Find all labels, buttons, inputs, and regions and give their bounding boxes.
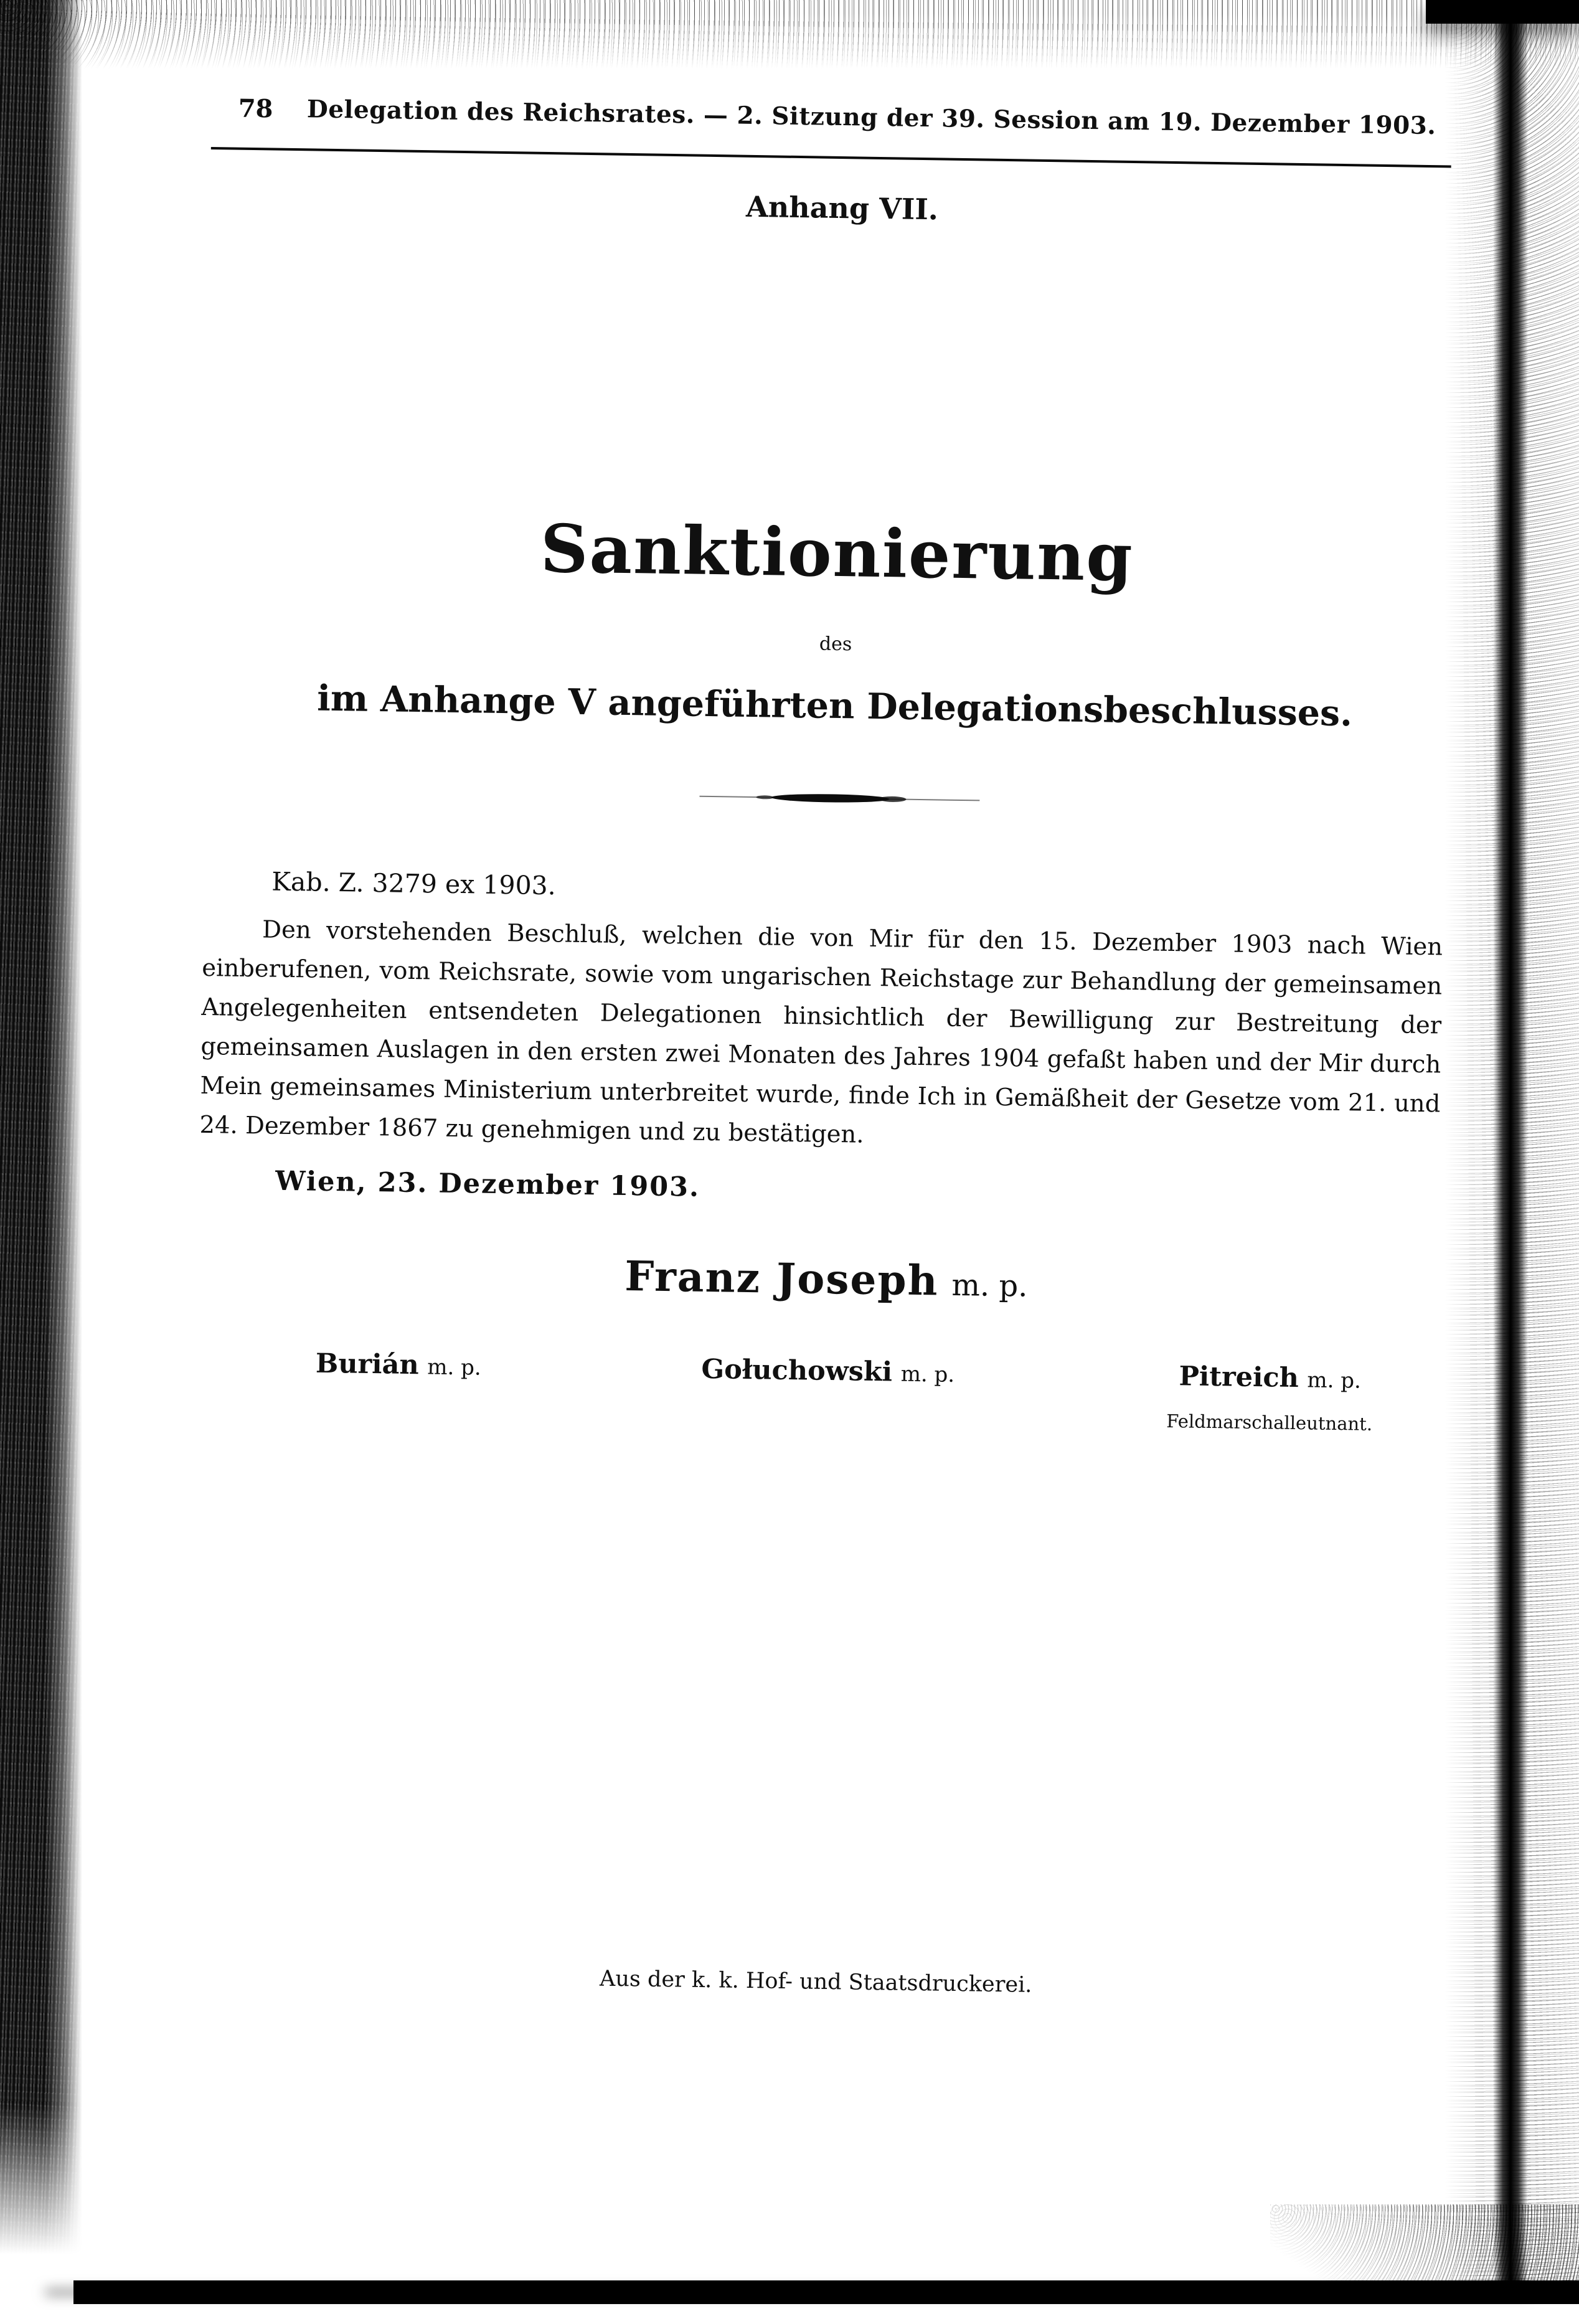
minister-manu-propria: m. p. [427,1354,482,1381]
minister-name: Burián [315,1348,420,1381]
divider-ornament-icon [699,791,979,806]
minister-name: Gołuchowski [701,1353,893,1388]
minister-signature [1133,1360,1407,1396]
minister-rank: Feldmarschalleutnant. [1166,1410,1373,1435]
imprint-footer: Aus der k. k. Hof- und Staatsdruckerei. [599,1966,1032,1998]
annex-heading: Anhang VII. [745,189,939,227]
decree-body-paragraph: Den vorstehenden Beschluß, welchen die von Mir für den 15. Dezember 1903 nach Wien einberufenen, vom Reichsrate, sowie vom ungarischen Reichstage zur Behandlung der gemeinsamen Angelegenheiten entsendeten Delegationen hinsichtlich der Bewilligung zur Bestreitung der gemeinsamen Auslagen in den ersten zwei Monaten des Jahres 1904 gefaßt haben und der Mir durch Mein gemeinsames Ministerium unterbreitet wurde, finde Ich in Gemäßheit der Gesetze vom 21. und 24. Dezember 1867 zu genehmigen und zu bestätigen. [199,915,1443,1149]
minister-name: Pitreich [1179,1361,1299,1394]
minister-signature [678,1353,978,1389]
page-number: 78 [238,93,273,124]
minister-manu-propria: m. p. [1307,1367,1362,1394]
cabinet-reference-number: Kab. Z. 3279 ex 1903. [271,866,557,901]
header-rule [211,147,1451,168]
document-title: Sanktionierung [540,509,1134,597]
minister-signature [280,1348,517,1382]
running-header: Delegation des Reichsrates. — 2. Sitzung der 39. Session am 19. Dezember 1903. [306,95,1436,141]
minister-manu-propria: m. p. [900,1361,955,1387]
sovereign-name: Franz Joseph [624,1252,940,1305]
sovereign-signature [194,1245,1459,1313]
sovereign-manu-propria: m. p. [951,1267,1028,1304]
title-connector: des [819,633,852,656]
document-subtitle: im Anhange V angeführten Delegationsbeschlusses. [316,677,1353,735]
dateline: Wien, 23. Dezember 1903. [275,1165,700,1203]
decorative-divider [699,791,979,806]
